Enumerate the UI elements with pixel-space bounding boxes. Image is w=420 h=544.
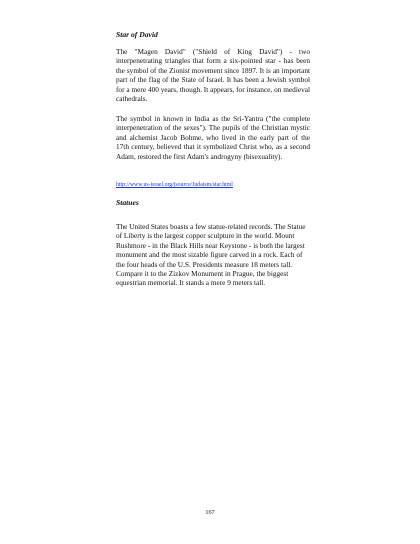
- paragraph-statues: The United States boasts a few statue-related records. The Statue of Liberty is the largest copper sculpture in the world. Mount Rushmore - in the Black Hills near Keystone - is both the largest monument and the most sizable figure carved in a rock. Each of the four heads of the U.S. Presidents measure 18 meters tall. Compare it to the Zizkov Monument in Prague, the biggest equestrian memorial. It stands a mere 9 meters tall.: [116, 222, 306, 288]
- paragraph-sri-yantra: The symbol in known in India as the Sri-Yantra ("the complete interpenetration of the sexes"). The pupils of the Christian mystic and alchemist Jacob Bohme, who lived in the early part of the 17th century, believed that it symbolized Christ who, as a second Adam, restored the first Adam's androgyny (bisexuality).: [116, 114, 310, 161]
- section-heading-star-of-david: Star of David: [116, 30, 158, 39]
- source-link[interactable]: http://www.us-israel.org/jsource/Judaism/star.html: [116, 182, 233, 188]
- paragraph-magen-david: The "Magen David" ("Shield of King David") - two interpenetrating triangles that form a six-pointed star - has been the symbol of the Zionist movement since 1897. It is an important part of the flag of the State of Israel. It has been a Jewish symbol for a mere 400 years, though. It appears, for instance, on medieval cathedrals.: [116, 47, 310, 104]
- section-heading-statues: Statues: [116, 198, 139, 207]
- page-number: 167: [205, 509, 215, 516]
